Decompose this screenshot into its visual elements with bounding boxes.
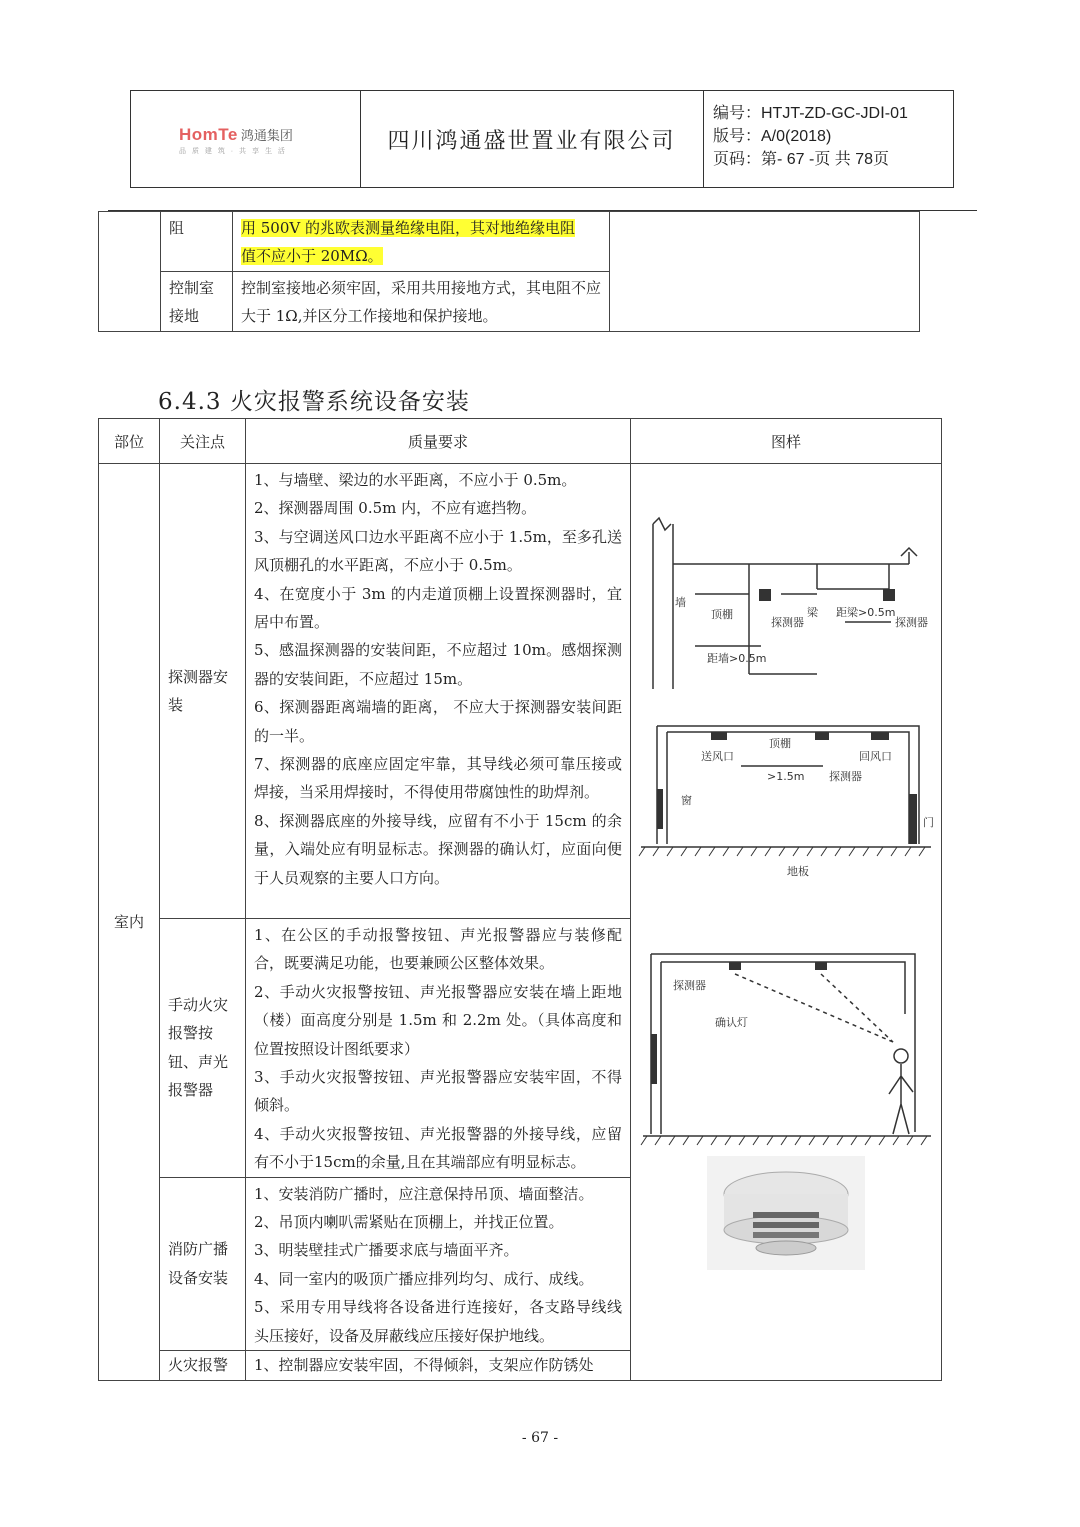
req-item: 1、与墙壁、梁边的水平距离，不应小于 0.5m。 (254, 471, 577, 489)
logo-brand: HomTe (179, 125, 238, 144)
d1-dist-wall-label: 距墙>0.5m (707, 652, 767, 665)
t1-row1-label: 阻 (161, 212, 233, 272)
d2-ceiling-label: 顶棚 (769, 737, 791, 750)
d2-door-label: 门 (923, 816, 934, 829)
req-item: 3、与空调送风口边水平距离不应小于 1.5m，至多孔送风顶棚孔的水平距离，不应小于 0.5m。 (254, 527, 622, 575)
req-item: 4、在宽度小于 3m 的内走道顶棚上设置探测器时，宜居中布置。 (254, 584, 622, 632)
d3-lamp-label: 确认灯 (715, 1016, 748, 1029)
section-title: 6.4.3 火灾报警系统设备安装 (158, 389, 470, 415)
page-number: - 67 - (521, 1430, 559, 1446)
req-item: 3、手动火灾报警按钮、声光报警器应安装牢固，不得倾斜。 (254, 1068, 622, 1115)
col-header-requirement: 质量要求 (246, 419, 631, 464)
t1-row2-text: 控制室接地必须牢固，采用共用接地方式，其电阻不应大于 1Ω,并区分工作接地和保护接地。 (233, 271, 610, 331)
req-item: 8、探测器底座的外接导线，应留有不小于 15cm 的余量，入端处应有明显标志。探测器的确认灯，应面向便于人员观察的主要人口方向。 (254, 811, 622, 887)
req-item: 1、控制器应安装牢固，不得倾斜，支架应作防锈处 (254, 1356, 594, 1375)
req-broadcast (246, 1177, 631, 1350)
d1-dist-beam-label: 距梁>0.5m (836, 606, 896, 619)
company-logo (179, 125, 293, 156)
req-detector (246, 464, 631, 919)
focus-broadcast: 消防广播设备安装 (160, 1177, 246, 1350)
req-item: 4、同一室内的吸顶广播应排列均匀、成行、成线。 (254, 1269, 594, 1288)
focus-fire-alarm: 火灾报警 (160, 1351, 246, 1380)
company-name: 四川鸿通盛世置业有限公司 (360, 91, 704, 187)
d1-detector-label: 探测器 (771, 616, 804, 629)
logo-slogan: 品 质 建 筑 · 共 享 生 活 (179, 148, 287, 155)
doc-meta (704, 91, 953, 187)
d2-return-label: 回风口 (859, 750, 892, 763)
fire-alarm-table (98, 418, 942, 1381)
col-header-location: 部位 (99, 419, 160, 464)
d2-window-label: 窗 (681, 794, 692, 807)
doc-version: 版号：A/0(2018) (713, 128, 832, 145)
t1-blank-cell (99, 212, 161, 332)
req-item: 6、探测器距离端墙的距离， 不应大于探测器安装间距的一半。 (254, 698, 622, 745)
location-cell: 室内 (99, 464, 160, 1381)
logo-cell (131, 91, 361, 187)
req-fire-alarm (246, 1351, 631, 1380)
smoke-detector-photo (707, 1156, 865, 1270)
req-item: 3、明装壁挂式广播要求底与墙面平齐。 (254, 1241, 519, 1260)
req-item: 4、手动火灾报警按钮、声光报警器的外接导线，应留有不小于15cm的余量,且在其端部应有明显标志。 (254, 1124, 622, 1172)
d2-supply-label: 送风口 (701, 750, 734, 763)
t1-row2-label: 控制室接地 (161, 271, 233, 331)
d3-detector-label: 探测器 (673, 979, 706, 992)
t1-figure-cell (610, 212, 920, 332)
col-header-focus: 关注点 (160, 419, 246, 464)
req-manual-alarm (246, 919, 631, 1178)
t1-row1-text: 用 500V 的兆欧表测量绝缘电阻，其对地绝缘电阻 值不应小于 20MΩ。 (233, 212, 610, 272)
d2-floor-label: 地板 (787, 865, 809, 878)
req-item: 1、在公区的手动报警按钮、声光报警器应与装修配合，既要满足功能，也要兼顾公区整体效果。 (254, 926, 622, 973)
d1-wall-label: 墙 (675, 596, 686, 609)
req-item: 7、探测器的底座应固定牢靠，其导线必须可靠压接或焊接，当采用焊接时，不得使用带腐蚀性的助焊剂。 (254, 755, 622, 802)
req-item: 1、安装消防广播时，应注意保持吊顶、墙面整洁。 (254, 1184, 594, 1203)
installation-diagrams (631, 464, 941, 1369)
grounding-table (98, 211, 920, 332)
doc-number: 编号：HTJT-ZD-GC-JDⅠ-01 (713, 105, 908, 122)
req-item: 2、吊顶内喇叭需紧贴在顶棚上，并找正位置。 (254, 1213, 564, 1232)
req-item: 5、感温探测器的安装间距，不应超过 10m。感烟探测器的安装间距，不应超过 15m。 (254, 641, 622, 688)
d2-detector-label: 探测器 (829, 770, 862, 783)
document-header (130, 90, 954, 188)
req-item: 2、探测器周围 0.5m 内，不应有遮挡物。 (254, 499, 537, 518)
d2-dist-label: >1.5m (767, 770, 805, 783)
figure-cell (631, 464, 942, 1381)
focus-manual-alarm: 手动火灾报警按钮、声光报警器 (160, 919, 246, 1178)
doc-page: 页码：第- 67 -页 共 78页 (713, 151, 890, 168)
d1-ceiling-label: 顶棚 (711, 608, 733, 621)
focus-detector: 探测器安装 (160, 464, 246, 919)
req-item: 2、手动火灾报警按钮、声光报警器应安装在墙上距地（楼）面高度分别是 1.5m 和 2.2m 处。（具体高度和位置按照设计图纸要求） (254, 982, 622, 1058)
col-header-figure: 图样 (631, 419, 942, 464)
logo-cn: 鸿通集团 (240, 128, 293, 143)
d1-detector2-label: 探测器 (895, 616, 928, 629)
d1-beam-label: 梁 (807, 606, 818, 619)
req-item: 5、采用专用导线将各设备进行连接好，各支路导线线头压接好，设备及屏蔽线应压接好保护地线。 (254, 1298, 622, 1345)
